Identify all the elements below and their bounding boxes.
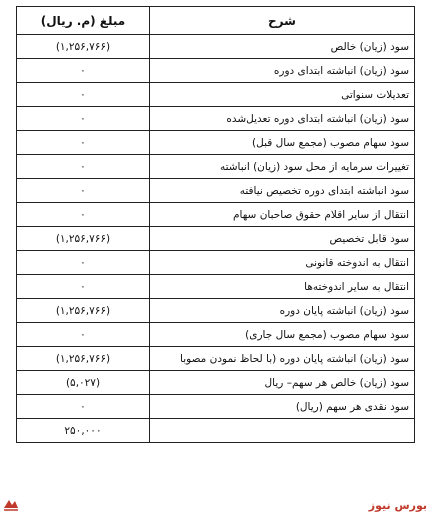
table-row <box>17 83 415 107</box>
row-amount: (۱,۲۵۶,۷۶۶) <box>17 347 150 371</box>
row-description: سود سهام مصوب (مجمع سال جاری) <box>150 323 415 347</box>
table-row <box>17 35 415 59</box>
row-description: تعدیلات سنواتی <box>150 83 415 107</box>
row-description <box>150 419 415 443</box>
row-amount: ۰ <box>17 179 150 203</box>
source-watermark: بورس نیوز <box>368 499 427 512</box>
table-row <box>17 227 415 251</box>
table-row <box>17 131 415 155</box>
row-description: سود (زیان) خالص هر سهم– ریال <box>150 371 415 395</box>
row-amount: ۰ <box>17 251 150 275</box>
table-row <box>17 323 415 347</box>
table-row <box>17 107 415 131</box>
row-description: سود نقدی هر سهم (ریال) <box>150 395 415 419</box>
table-row <box>17 347 415 371</box>
table-row <box>17 179 415 203</box>
row-description: انتقال به سایر اندوخته‌ها <box>150 275 415 299</box>
row-description: سود (زیان) انباشته ابتدای دوره تعدیل‌شده <box>150 107 415 131</box>
row-description: سود قابل تخصیص <box>150 227 415 251</box>
row-amount: ۰ <box>17 203 150 227</box>
news-logo-icon <box>2 496 20 514</box>
table-row <box>17 419 415 443</box>
row-amount: ۰ <box>17 107 150 131</box>
row-description: سود (زیان) انباشته پایان دوره (با لحاظ نمودن مصوبا <box>150 347 415 371</box>
row-description: سود انباشته ابتدای دوره تخصیص نیافته <box>150 179 415 203</box>
table-row <box>17 251 415 275</box>
row-description: انتقال به اندوخته قانونی <box>150 251 415 275</box>
table-row <box>17 155 415 179</box>
row-description: انتقال از سایر اقلام حقوق صاحبان سهام <box>150 203 415 227</box>
row-amount: ۰ <box>17 155 150 179</box>
row-description: سود (زیان) انباشته پایان دوره <box>150 299 415 323</box>
row-amount: ۰ <box>17 275 150 299</box>
column-header-description: شرح <box>150 7 415 35</box>
table-row <box>17 299 415 323</box>
row-description: سود سهام مصوب (مجمع سال قبل) <box>150 131 415 155</box>
row-amount: (۱,۲۵۶,۷۶۶) <box>17 299 150 323</box>
row-description: سود (زیان) انباشته ابتدای دوره <box>150 59 415 83</box>
row-amount: ۲۵۰,۰۰۰ <box>17 419 150 443</box>
income-allocation-table-container <box>16 6 414 443</box>
row-amount: (۱,۲۵۶,۷۶۶) <box>17 35 150 59</box>
table-header-row <box>17 7 415 35</box>
row-amount: ۰ <box>17 59 150 83</box>
table-row <box>17 275 415 299</box>
table-row <box>17 59 415 83</box>
row-amount: (۱,۲۵۶,۷۶۶) <box>17 227 150 251</box>
row-amount: ۰ <box>17 323 150 347</box>
row-amount: ۰ <box>17 131 150 155</box>
table-row <box>17 395 415 419</box>
income-allocation-table <box>16 6 415 443</box>
row-amount: ۰ <box>17 83 150 107</box>
row-amount: (۵,۰۲۷) <box>17 371 150 395</box>
row-amount: ۰ <box>17 395 150 419</box>
column-header-amount: مبلغ (م. ریال) <box>17 7 150 35</box>
table-row <box>17 371 415 395</box>
row-description: سود (زیان) خالص <box>150 35 415 59</box>
table-row <box>17 203 415 227</box>
row-description: تغییرات سرمایه از محل سود (زیان) انباشته <box>150 155 415 179</box>
